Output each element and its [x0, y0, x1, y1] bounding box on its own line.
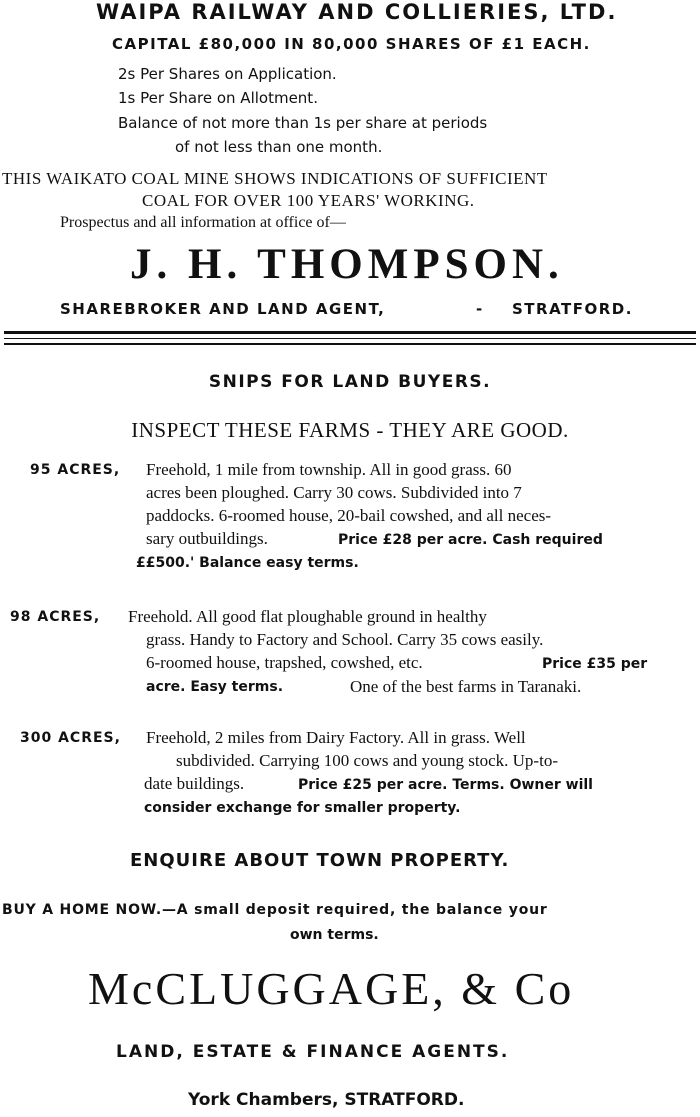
divider-thin: [4, 338, 696, 339]
snips-subheading: INSPECT THESE FARMS - THEY ARE GOOD.: [131, 418, 569, 442]
snips-heading: SNIPS FOR LAND BUYERS.: [208, 372, 492, 392]
farm-price: Price £35 per: [542, 656, 648, 672]
farm-line: Freehold. All good flat ploughable ground in healthy: [128, 607, 487, 626]
firm-name: McCLUGGAGE, & Co: [88, 963, 575, 1014]
farm-lead: 300 ACRES,: [20, 730, 121, 746]
coal-claim-line2: COAL FOR OVER 100 YEARS' WORKING.: [142, 191, 475, 210]
farm-line: date buildings.: [144, 774, 245, 793]
buy-home-line1: BUY A HOME NOW.—A small deposit required, the balance your: [2, 902, 548, 918]
coal-claim-line1: THIS WAIKATO COAL MINE SHOWS INDICATIONS OF SUFFICIENT: [2, 169, 548, 188]
farm-line: acre. Easy terms.: [146, 679, 284, 695]
town-property-line: ENQUIRE ABOUT TOWN PROPERTY.: [130, 850, 510, 871]
broker-town: STRATFORD.: [512, 300, 633, 318]
divider-lower: [4, 343, 696, 345]
waipa-title: WAIPA RAILWAY AND COLLIERIES, LTD.: [96, 0, 618, 24]
farm-price: Price £25 per acre. Terms. Owner will: [298, 777, 593, 793]
firm-role: LAND, ESTATE & FINANCE AGENTS.: [116, 1042, 510, 1062]
farm-line: subdivided. Carrying 100 cows and young stock. Up-to-: [176, 751, 558, 770]
firm-address: York Chambers, STRATFORD.: [188, 1090, 465, 1110]
farm-line: One of the best farms in Taranaki.: [350, 677, 582, 696]
farm-line: consider exchange for smaller property.: [144, 800, 461, 816]
farm-line: acres been ploughed. Carry 30 cows. Subdivided into 7: [146, 483, 522, 502]
farm-line: Freehold, 2 miles from Dairy Factory. All in grass. Well: [146, 728, 526, 747]
farm-price: Price £28 per acre. Cash required: [338, 532, 603, 548]
farm-line: 6-roomed house, trapshed, cowshed, etc.: [146, 653, 423, 672]
terms-allotment: 1s Per Share on Allotment.: [118, 89, 318, 107]
farm-line: ££500.' Balance easy terms.: [136, 555, 359, 571]
capital-line: CAPITAL £80,000 IN 80,000 SHARES OF £1 EACH.: [112, 35, 591, 53]
terms-period: of not less than one month.: [175, 138, 383, 156]
farm-line: Freehold, 1 mile from township. All in good grass. 60: [146, 460, 512, 479]
terms-application: 2s Per Shares on Application.: [118, 65, 337, 83]
farm-line: grass. Handy to Factory and School. Carry 35 cows easily.: [146, 630, 544, 649]
buy-home-line2: own terms.: [290, 927, 379, 943]
farm-line: sary outbuildings.: [146, 529, 268, 548]
broker-role: SHAREBROKER AND LAND AGENT,: [60, 300, 386, 318]
prospectus-line: Prospectus and all information at office of—: [60, 214, 346, 231]
farm-line: paddocks. 6-roomed house, 20-bail cowshed, and all neces-: [146, 506, 552, 525]
terms-balance: Balance of not more than 1s per share at periods: [118, 114, 488, 132]
broker-name: J. H. THOMPSON.: [130, 241, 564, 288]
farm-lead: 95 ACRES,: [30, 462, 121, 478]
farm-lead: 98 ACRES,: [10, 609, 101, 625]
broker-dash: -: [476, 300, 483, 318]
divider-thick: [4, 331, 696, 334]
